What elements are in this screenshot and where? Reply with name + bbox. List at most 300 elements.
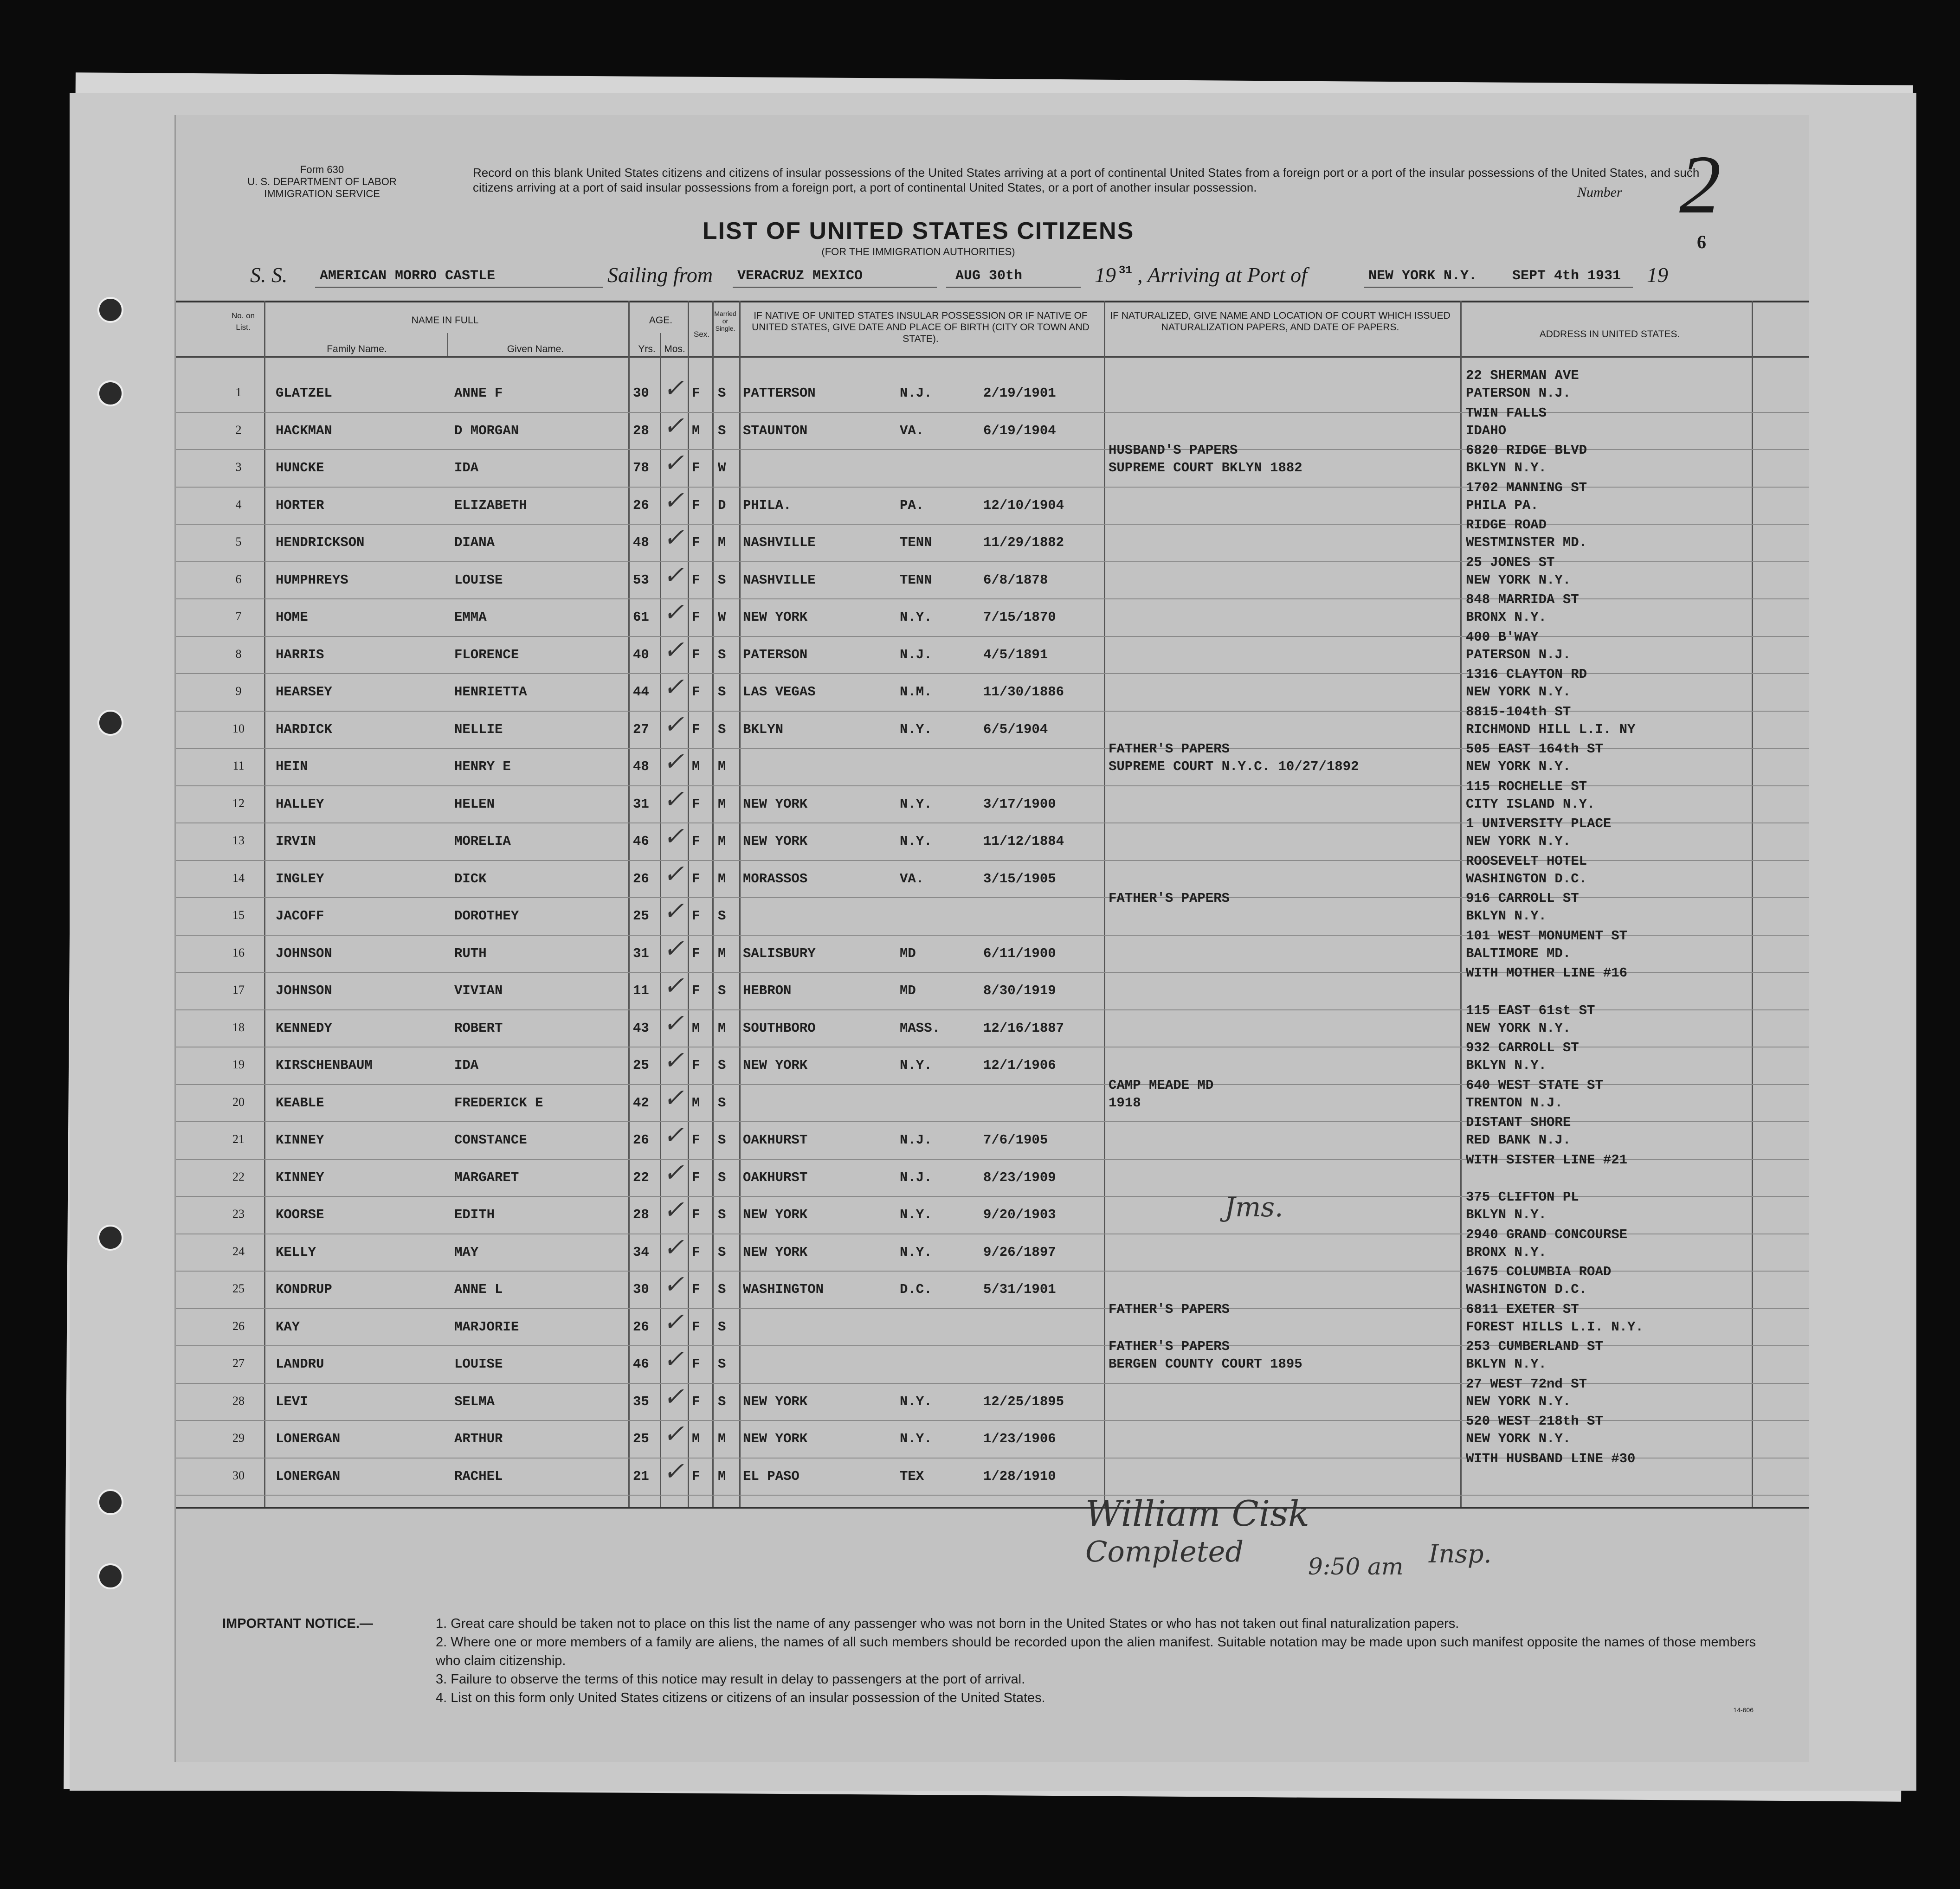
cell-nat2: SUPREME COURT N.Y.C. 10/27/1892	[1109, 759, 1359, 774]
cell-addr1: WITH HUSBAND LINE #30	[1466, 1451, 1636, 1466]
cell-no: 20	[232, 1095, 245, 1109]
cell-status: W	[718, 610, 726, 625]
cell-nat1: FATHER'S PAPERS	[1109, 741, 1230, 757]
cell-given: VIVIAN	[454, 983, 503, 998]
cell-status: S	[718, 721, 726, 737]
cell-date: 6/5/1904	[983, 721, 1048, 737]
cell-no: 1	[235, 386, 242, 399]
cell-state: PA.	[900, 497, 924, 513]
col-given-name: Given Name.	[507, 344, 564, 354]
cell-given: ROBERT	[454, 1020, 503, 1036]
check-mark: ✓	[663, 1047, 684, 1074]
cell-no: 5	[235, 535, 242, 548]
cell-sex: F	[692, 460, 700, 475]
cell-city: BKLYN	[743, 721, 784, 737]
cell-date: 4/5/1891	[983, 647, 1048, 662]
cell-addr2: NEW YORK N.Y.	[1466, 572, 1571, 588]
punch-hole	[97, 1489, 123, 1515]
cell-city: NEW YORK	[743, 796, 808, 812]
check-mark: ✓	[663, 860, 684, 888]
sailing-label: Sailing from	[607, 263, 713, 287]
col-divider	[688, 301, 689, 1507]
check-mark: ✓	[663, 934, 684, 963]
cell-status: M	[718, 759, 726, 774]
check-mark: ✓	[663, 710, 684, 739]
cell-no: 18	[232, 1020, 245, 1034]
cell-status: M	[718, 945, 726, 961]
cell-given: EMMA	[454, 610, 487, 625]
cell-sex: F	[692, 908, 700, 924]
check-mark: ✓	[663, 1121, 684, 1149]
col-months: Mos.	[664, 344, 685, 354]
cell-state: N.Y.	[900, 796, 932, 812]
sailing-port: VERACRUZ MEXICO	[737, 268, 863, 284]
cell-no: 6	[235, 572, 242, 586]
cell-nat1: FATHER'S PAPERS	[1109, 1339, 1230, 1354]
cell-sex: F	[692, 647, 700, 662]
cell-no: 19	[232, 1058, 245, 1071]
cell-status: S	[718, 1095, 726, 1111]
cell-status: S	[718, 386, 726, 401]
cell-date: 2/19/1901	[983, 386, 1056, 401]
cell-given: HENRIETTA	[454, 684, 527, 700]
cell-addr1: RIDGE ROAD	[1466, 517, 1547, 533]
cell-sex: F	[692, 1356, 700, 1372]
cell-given: HENRY E	[454, 759, 511, 774]
cell-age: 25	[633, 1431, 649, 1446]
cell-addr2: CITY ISLAND N.Y.	[1466, 796, 1595, 812]
sailing-date: AUG 30th	[955, 268, 1023, 284]
notice-item-1	[222, 1614, 1800, 1633]
form-number: Form 630	[300, 164, 344, 175]
check-mark: ✓	[663, 449, 684, 477]
cell-addr1: 848 MARRIDA ST	[1466, 592, 1579, 607]
cell-addr1: 115 ROCHELLE ST	[1466, 778, 1587, 794]
check-mark: ✓	[663, 1308, 684, 1336]
completed-time: 9:50 am	[1308, 1553, 1404, 1580]
row-divider	[176, 561, 1809, 562]
year-end: 19	[1647, 263, 1668, 287]
ship-underline	[315, 287, 603, 288]
arrival-date: SEPT 4th 1931	[1512, 268, 1621, 284]
cell-state: N.M.	[900, 684, 932, 700]
cell-date: 12/1/1906	[983, 1058, 1056, 1073]
cell-age: 31	[633, 945, 649, 961]
cell-family: HARRIS	[276, 647, 324, 662]
cell-no: 2	[235, 423, 242, 437]
cell-sex: M	[692, 1020, 700, 1036]
cell-city: OAKHURST	[743, 1169, 808, 1185]
cell-nat1: HUSBAND'S PAPERS	[1109, 443, 1238, 458]
cell-age: 26	[633, 1132, 649, 1148]
cell-addr1: 8815-104th ST	[1466, 704, 1571, 720]
header-bottom-border	[176, 356, 1809, 358]
cell-state: N.Y.	[900, 1244, 932, 1260]
cell-family: HACKMAN	[276, 423, 332, 438]
table-top-border	[176, 301, 1809, 302]
cell-no: 24	[232, 1244, 245, 1258]
cell-family: HEARSEY	[276, 684, 332, 700]
cell-no: 29	[232, 1431, 245, 1445]
cell-sex: F	[692, 572, 700, 588]
cell-addr2: PATERSON N.J.	[1466, 386, 1571, 401]
col-divider	[1460, 301, 1462, 1507]
row-divider	[176, 1495, 1809, 1496]
cell-age: 25	[633, 1058, 649, 1073]
cell-family: HEIN	[276, 759, 308, 774]
cell-status: W	[718, 460, 726, 475]
cell-city: OAKHURST	[743, 1132, 808, 1148]
check-mark: ✓	[663, 1457, 684, 1485]
cell-city: SALISBURY	[743, 945, 816, 961]
col-divider	[1752, 301, 1753, 1507]
cell-family: KONDRUP	[276, 1282, 332, 1297]
cell-city: NEW YORK	[743, 610, 808, 625]
department-label: U. S. DEPARTMENT OF LABOR	[247, 176, 397, 187]
cell-addr1: 505 EAST 164th ST	[1466, 741, 1603, 757]
cell-age: 26	[633, 497, 649, 513]
cell-age: 48	[633, 759, 649, 774]
cell-age: 40	[633, 647, 649, 662]
col-address: ADDRESS IN UNITED STATES.	[1539, 329, 1680, 340]
cell-addr1: ROOSEVELT HOTEL	[1466, 853, 1587, 869]
cell-state: TENN	[900, 572, 932, 588]
ship-name: AMERICAN MORRO CASTLE	[320, 268, 496, 284]
cell-status: M	[718, 834, 726, 849]
cell-no: 12	[232, 796, 245, 810]
cell-status: S	[718, 983, 726, 998]
cell-date: 6/11/1900	[983, 945, 1056, 961]
cell-date: 9/26/1897	[983, 1244, 1056, 1260]
year-prefix: 19	[1095, 263, 1116, 287]
initials-note: Jms.	[1225, 1191, 1283, 1223]
cell-age: 61	[633, 610, 649, 625]
check-mark: ✓	[663, 1233, 684, 1261]
col-sex: Sex.	[693, 330, 710, 339]
cell-addr2: BRONX N.Y.	[1466, 1244, 1547, 1260]
cell-addr1: 6811 EXETER ST	[1466, 1301, 1579, 1317]
cell-city: PATERSON	[743, 647, 808, 662]
cell-addr2: BKLYN N.Y.	[1466, 460, 1547, 475]
check-mark: ✓	[663, 636, 684, 664]
cell-city: NASHVILLE	[743, 535, 816, 550]
cell-age: 42	[633, 1095, 649, 1111]
cell-no: 10	[232, 721, 245, 735]
service-label: IMMIGRATION SERVICE	[264, 188, 380, 199]
cell-sex: F	[692, 386, 700, 401]
cell-sex: F	[692, 1394, 700, 1409]
row-divider	[176, 412, 1809, 413]
cell-family: GLATZEL	[276, 386, 332, 401]
cell-age: 21	[633, 1468, 649, 1484]
cell-age: 27	[633, 721, 649, 737]
cell-given: MAY	[454, 1244, 479, 1260]
cell-addr2: NEW YORK N.Y.	[1466, 1431, 1571, 1446]
cell-family: HENDRICKSON	[276, 535, 365, 550]
cell-date: 1/28/1910	[983, 1468, 1056, 1484]
arrival-port: NEW YORK N.Y.	[1368, 268, 1477, 284]
cell-given: RACHEL	[454, 1468, 503, 1484]
cell-no: 30	[232, 1468, 245, 1482]
number-label: Number	[1577, 185, 1622, 200]
cell-age: 30	[633, 386, 649, 401]
cell-city: LAS VEGAS	[743, 684, 816, 700]
cell-date: 12/25/1895	[983, 1394, 1064, 1409]
cell-given: D MORGAN	[454, 423, 519, 438]
punch-hole	[97, 380, 123, 406]
col-married: Married or Single.	[714, 310, 736, 332]
cell-given: IDA	[454, 460, 479, 475]
cell-given: EDITH	[454, 1207, 495, 1222]
passenger-table	[176, 301, 1809, 1535]
check-mark: ✓	[663, 1158, 684, 1187]
cell-family: HOME	[276, 610, 308, 625]
cell-city: NASHVILLE	[743, 572, 816, 588]
cell-family: LANDRU	[276, 1356, 324, 1372]
cell-family: JOHNSON	[276, 983, 332, 998]
cell-age: 53	[633, 572, 649, 588]
cell-no: 23	[232, 1207, 245, 1221]
col-naturalization: IF NATURALIZED, GIVE NAME AND LOCATION OF COURT WHICH ISSUED NATURALIZATION PAPERS, AND DATE OF PAPERS.	[1110, 310, 1451, 333]
cell-city: NEW YORK	[743, 834, 808, 849]
cell-status: S	[718, 684, 726, 700]
cell-sex: F	[692, 1282, 700, 1297]
cell-state: MD	[900, 945, 916, 961]
cell-addr2: NEW YORK N.Y.	[1466, 684, 1571, 700]
cell-addr2: RICHMOND HILL L.I. NY	[1466, 721, 1636, 737]
cell-given: FREDERICK E	[454, 1095, 543, 1111]
cell-sex: M	[692, 759, 700, 774]
cell-family: KIRSCHENBAUM	[276, 1058, 373, 1073]
cell-addr2: WASHINGTON D.C.	[1466, 871, 1587, 887]
cell-date: 11/30/1886	[983, 684, 1064, 700]
cell-given: ANNE L	[454, 1282, 503, 1297]
inspector-title: Insp.	[1429, 1539, 1492, 1568]
cell-given: DICK	[454, 871, 487, 887]
cell-sex: F	[692, 1132, 700, 1148]
check-mark: ✓	[663, 598, 684, 626]
col-family-name: Family Name.	[327, 344, 387, 354]
cell-addr2: WESTMINSTER MD.	[1466, 535, 1587, 550]
cell-sex: M	[692, 1095, 700, 1111]
cell-family: KINNEY	[276, 1132, 324, 1148]
ss-label: S. S.	[250, 263, 288, 287]
cell-given: MARGARET	[454, 1169, 519, 1185]
notice-lead: IMPORTANT NOTICE.—	[222, 1616, 373, 1631]
cell-no: 4	[235, 497, 242, 511]
col-divider	[660, 333, 661, 1507]
cell-city: NEW YORK	[743, 1431, 808, 1446]
cell-given: HELEN	[454, 796, 495, 812]
cell-state: N.Y.	[900, 1394, 932, 1409]
cell-sex: F	[692, 535, 700, 550]
cell-given: ANNE F	[454, 386, 503, 401]
cell-age: 43	[633, 1020, 649, 1036]
cell-addr1: 253 CUMBERLAND ST	[1466, 1339, 1603, 1354]
cell-city: MORASSOS	[743, 871, 808, 887]
cell-status: S	[718, 1244, 726, 1260]
date-underline	[946, 287, 1081, 288]
cell-nat2: BERGEN COUNTY COURT 1895	[1109, 1356, 1302, 1372]
cell-no: 25	[232, 1282, 245, 1295]
cell-date: 8/23/1909	[983, 1169, 1056, 1185]
cell-given: MARJORIE	[454, 1319, 519, 1335]
cell-given: SELMA	[454, 1394, 495, 1409]
check-mark: ✓	[663, 673, 684, 701]
notice-item-4: 4. List on this form only United States citizens or citizens of an insular possession of the United States.	[436, 1690, 1045, 1705]
check-mark: ✓	[663, 411, 684, 440]
cell-addr1: 22 SHERMAN AVE	[1466, 368, 1579, 383]
cell-given: IDA	[454, 1058, 479, 1073]
cell-date: 3/17/1900	[983, 796, 1056, 812]
cell-nat1: CAMP MEADE MD	[1109, 1077, 1214, 1093]
cell-age: 78	[633, 460, 649, 475]
cell-no: 15	[232, 908, 245, 922]
table-bottom-border	[176, 1507, 1809, 1509]
form-code: 14-606	[1733, 1706, 1754, 1714]
check-mark: ✓	[663, 1009, 684, 1037]
cell-no: 26	[232, 1319, 245, 1333]
cell-state: N.J.	[900, 1169, 932, 1185]
row-divider	[176, 524, 1809, 525]
cell-nat1: FATHER'S PAPERS	[1109, 1301, 1230, 1317]
cell-addr1: 6820 RIDGE BLVD	[1466, 443, 1587, 458]
cell-family: HORTER	[276, 497, 324, 513]
cell-age: 26	[633, 1319, 649, 1335]
punch-hole	[97, 297, 123, 323]
col-divider	[628, 301, 630, 1507]
important-notice	[222, 1614, 1800, 1707]
cell-date: 9/20/1903	[983, 1207, 1056, 1222]
col-divider	[264, 301, 265, 1507]
cell-state: N.Y.	[900, 1058, 932, 1073]
check-mark: ✓	[663, 1382, 684, 1411]
cell-addr1: 916 CARROLL ST	[1466, 891, 1579, 906]
cell-date: 12/16/1887	[983, 1020, 1064, 1036]
cell-status: S	[718, 1207, 726, 1222]
cell-sex: F	[692, 983, 700, 998]
check-mark: ✓	[663, 1420, 684, 1448]
cell-addr1: 1 UNIVERSITY PLACE	[1466, 816, 1612, 831]
cell-addr1: 375 CLIFTON PL	[1466, 1189, 1579, 1205]
cell-status: M	[718, 1020, 726, 1036]
cell-state: N.Y.	[900, 1207, 932, 1222]
row-divider	[176, 636, 1809, 637]
cell-addr1: 932 CARROLL ST	[1466, 1040, 1579, 1055]
notice-text: 1. Great care should be taken not to place on this list the name of any passenger who was not born in the United States or who has not taken out final naturalization papers.	[436, 1616, 1459, 1631]
cell-city: PHILA.	[743, 497, 792, 513]
cell-addr2: NEW YORK N.Y.	[1466, 834, 1571, 849]
cell-addr2: BRONX N.Y.	[1466, 610, 1547, 625]
cell-no: 11	[232, 759, 245, 772]
cell-age: 34	[633, 1244, 649, 1260]
cell-age: 22	[633, 1169, 649, 1185]
check-mark: ✓	[663, 374, 684, 402]
cell-state: N.Y.	[900, 610, 932, 625]
cell-status: S	[718, 1356, 726, 1372]
cell-state: MD	[900, 983, 916, 998]
check-mark: ✓	[663, 561, 684, 589]
cell-no: 14	[232, 871, 245, 885]
cell-addr1: TWIN FALLS	[1466, 405, 1547, 421]
col-birth-place: IF NATIVE OF UNITED STATES INSULAR POSSESSION OR IF NATIVE OF UNITED STATES, GIVE DATE AND PLACE OF BIRTH (CITY OR TOWN AND STATE).	[752, 310, 1090, 344]
cell-addr2: IDAHO	[1466, 423, 1507, 438]
cell-given: DOROTHEY	[454, 908, 519, 924]
cell-addr1: WITH SISTER LINE #21	[1466, 1152, 1628, 1168]
cell-no: 13	[232, 834, 245, 847]
cell-state: D.C.	[900, 1282, 932, 1297]
cell-city: PATTERSON	[743, 386, 816, 401]
cell-city: NEW YORK	[743, 1058, 808, 1073]
check-mark: ✓	[663, 1271, 684, 1298]
check-mark: ✓	[663, 748, 684, 776]
cell-family: JOHNSON	[276, 945, 332, 961]
cell-status: M	[718, 1468, 726, 1484]
cell-city: NEW YORK	[743, 1394, 808, 1409]
cell-city: STAUNTON	[743, 423, 808, 438]
completed-note: Completed	[1085, 1535, 1244, 1568]
cell-addr2: TRENTON N.J.	[1466, 1095, 1563, 1111]
cell-sex: F	[692, 1244, 700, 1260]
arrival-underline	[1364, 287, 1633, 288]
cell-state: TENN	[900, 535, 932, 550]
col-years: Yrs.	[638, 344, 656, 354]
check-mark: ✓	[663, 822, 684, 850]
col-name-in-full: NAME IN FULL	[411, 315, 479, 326]
cell-family: LONERGAN	[276, 1431, 341, 1446]
cell-status: D	[718, 497, 726, 513]
check-mark: ✓	[663, 524, 684, 552]
cell-status: S	[718, 572, 726, 588]
cell-addr1: 27 WEST 72nd ST	[1466, 1376, 1587, 1392]
cell-family: HALLEY	[276, 796, 324, 812]
cell-addr2: BKLYN N.Y.	[1466, 908, 1547, 924]
cell-status: M	[718, 1431, 726, 1446]
cell-given: ARTHUR	[454, 1431, 503, 1446]
cell-status: S	[718, 647, 726, 662]
cell-date: 1/23/1906	[983, 1431, 1056, 1446]
cell-sex: F	[692, 945, 700, 961]
cell-family: KOORSE	[276, 1207, 324, 1222]
cell-age: 35	[633, 1394, 649, 1409]
cell-addr1: 400 B'WAY	[1466, 629, 1539, 645]
cell-addr1: 1316 CLAYTON RD	[1466, 667, 1587, 682]
cell-age: 30	[633, 1282, 649, 1297]
cell-sex: F	[692, 610, 700, 625]
cell-age: 44	[633, 684, 649, 700]
cell-family: INGLEY	[276, 871, 324, 887]
cell-sex: F	[692, 721, 700, 737]
cell-status: S	[718, 1394, 726, 1409]
cell-addr2: PHILA PA.	[1466, 497, 1539, 513]
col-divider	[447, 333, 448, 356]
page-number: 6	[1697, 231, 1706, 252]
cell-addr1: 520 WEST 218th ST	[1466, 1414, 1603, 1429]
cell-status: M	[718, 796, 726, 812]
arriving-label: , Arriving at Port of	[1137, 263, 1307, 287]
cell-date: 6/8/1878	[983, 572, 1048, 588]
cell-sex: F	[692, 796, 700, 812]
cell-date: 11/12/1884	[983, 834, 1064, 849]
cell-given: NELLIE	[454, 721, 503, 737]
cell-addr2: RED BANK N.J.	[1466, 1132, 1571, 1148]
cell-family: LEVI	[276, 1394, 308, 1409]
cell-nat2: SUPREME COURT BKLYN 1882	[1109, 460, 1302, 475]
cell-given: LOUISE	[454, 572, 503, 588]
punch-hole	[97, 1225, 123, 1251]
cell-sex: F	[692, 1207, 700, 1222]
cell-addr2: NEW YORK N.Y.	[1466, 759, 1571, 774]
